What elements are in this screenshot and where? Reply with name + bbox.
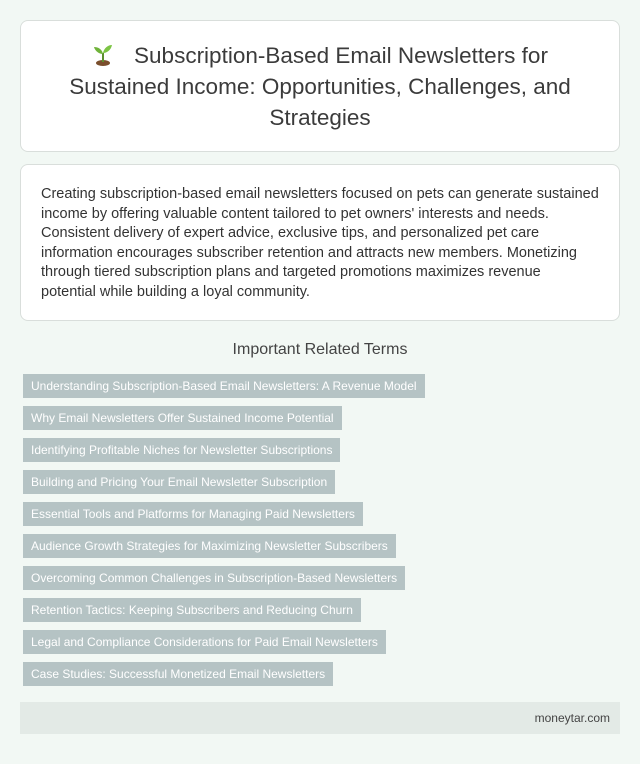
related-term-link[interactable]: Case Studies: Successful Monetized Email Newsletters — [23, 662, 333, 686]
title-card — [20, 20, 620, 152]
related-term-link[interactable]: Essential Tools and Platforms for Managing Paid Newsletters — [23, 502, 363, 526]
footer — [20, 702, 620, 734]
related-term-link[interactable]: Why Email Newsletters Offer Sustained Income Potential — [23, 406, 342, 430]
related-term-link[interactable]: Legal and Compliance Considerations for Paid Email Newsletters — [23, 630, 386, 654]
related-terms-list — [23, 374, 613, 694]
related-term-link[interactable]: Understanding Subscription-Based Email Newsletters: A Revenue Model — [23, 374, 425, 398]
sprout-icon — [92, 42, 114, 66]
related-term-link[interactable]: Overcoming Common Challenges in Subscription-Based Newsletters — [23, 566, 405, 590]
summary-text: Creating subscription-based email newsletters focused on pets can generate sustained income by offering valuable content tailored to pet owners' interests and needs. Consistent delivery of expert advice, exclusive tips, and personalized pet care information encourages subscriber retention and attracts new members. Monetizing through tiered subscription plans and targeted promotions maximizes revenue potential while building a loyal community. — [41, 186, 599, 300]
summary-card — [20, 164, 620, 321]
related-term-link[interactable]: Audience Growth Strategies for Maximizing Newsletter Subscribers — [23, 534, 396, 558]
related-term-link[interactable]: Building and Pricing Your Email Newsletter Subscription — [23, 470, 335, 494]
footer-site-name: moneytar.com — [534, 711, 610, 725]
related-term-link[interactable]: Retention Tactics: Keeping Subscribers and Reducing Churn — [23, 598, 361, 622]
related-term-link[interactable]: Identifying Profitable Niches for Newsletter Subscriptions — [23, 438, 340, 462]
related-terms-heading: Important Related Terms — [232, 341, 408, 358]
page-title — [40, 40, 600, 133]
page-title-text: Subscription-Based Email Newsletters for Sustained Income: Opportunities, Challenges, and Strategies — [69, 42, 571, 130]
